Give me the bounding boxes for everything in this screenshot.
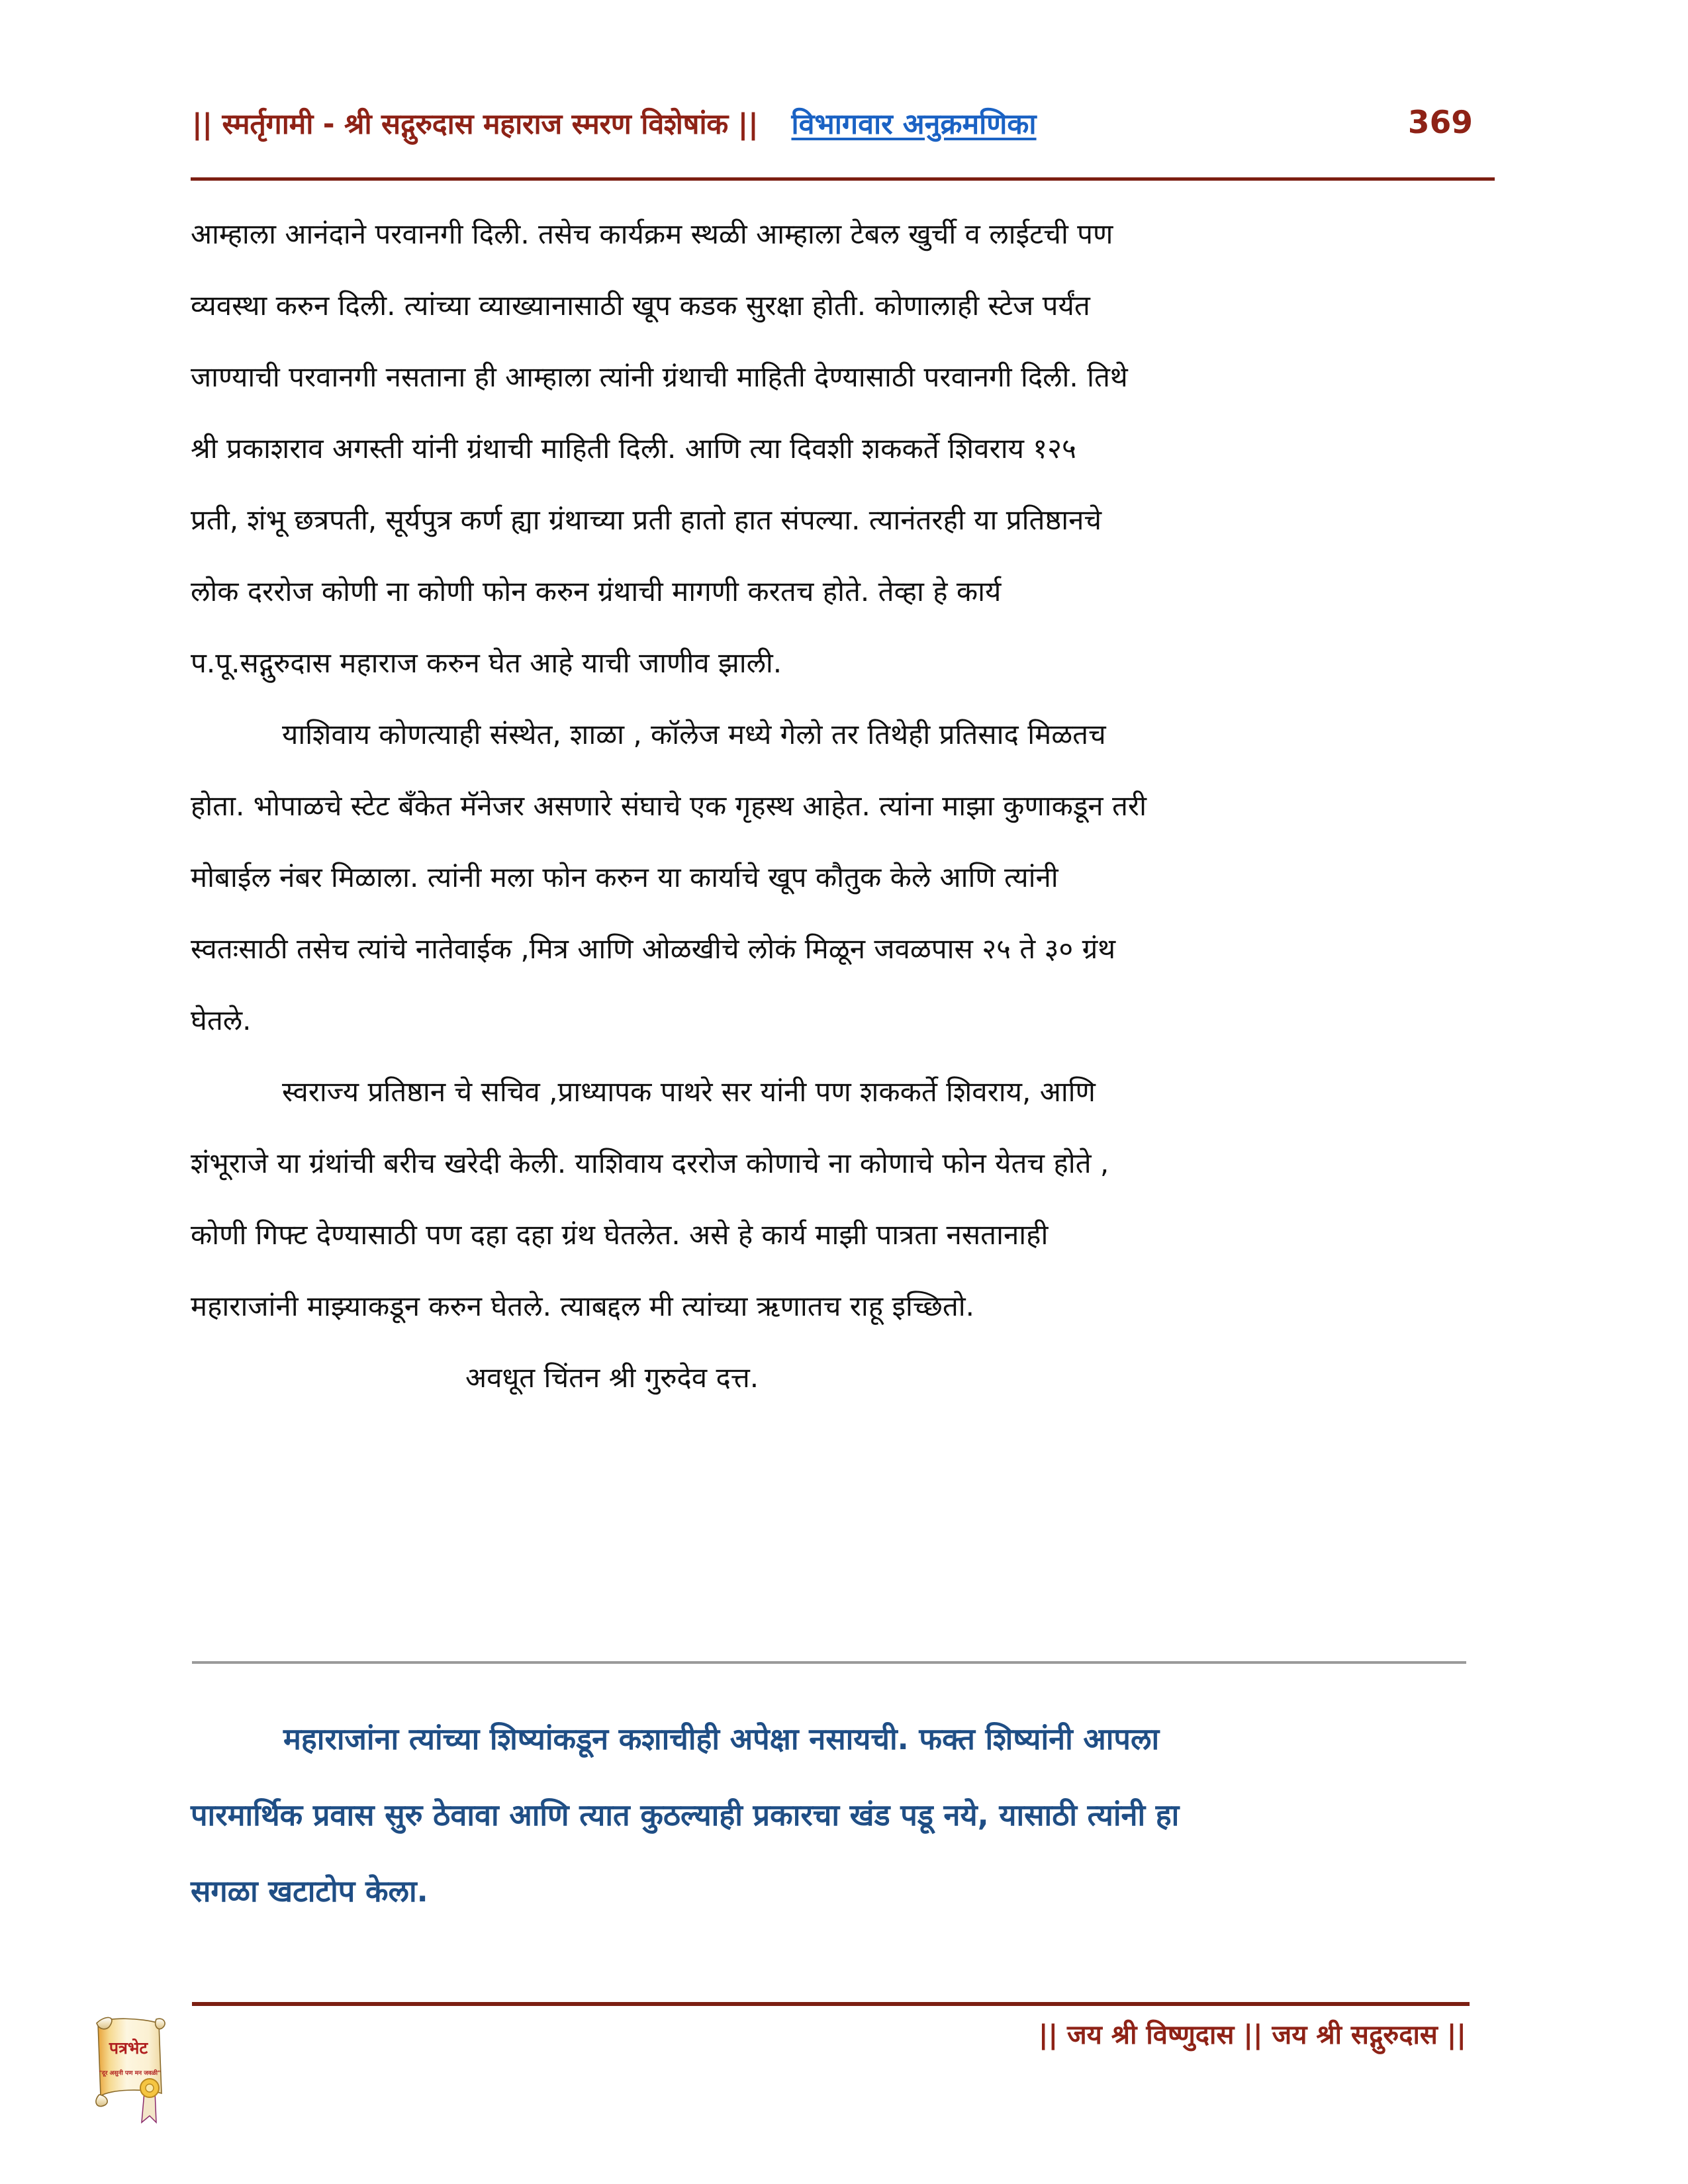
- patrabhet-scroll-logo: [78, 2009, 174, 2131]
- footer-divider: [192, 2002, 1470, 2006]
- footer-text: || जय श्री विष्णुदास || जय श्री सद्गुरुदास ||: [1038, 2020, 1466, 2050]
- paragraph-line: लोक दररोज कोणी ना कोणी फोन करुन ग्रंथाची मागणी करतच होते. तेव्हा हे कार्य: [191, 575, 1002, 608]
- svg-text:पत्रभेट: पत्रभेट: [109, 2038, 148, 2058]
- highlight-line: पारमार्थिक प्रवास सुरु ठेवावा आणि त्यात कुठल्याही प्रकारचा खंड पडू नये, यासाठी त्यांनी हा: [191, 1797, 1180, 1833]
- header-divider: [191, 177, 1495, 181]
- svg-text:"दूर असुनी पण मन जवळी": "दूर असुनी पण मन जवळी": [99, 2070, 161, 2077]
- paragraph-line: व्यवस्था करुन दिली. त्यांच्या व्याख्यानासाठी खूप कडक सुरक्षा होती. कोणालाही स्टेज पर्यंत: [191, 289, 1090, 322]
- paragraph-line: जाण्याची परवानगी नसताना ही आम्हाला त्यांनी ग्रंथाची माहिती देण्यासाठी परवानगी दिली. तिथे: [191, 361, 1128, 393]
- paragraph-line: शंभूराजे या ग्रंथांची बरीच खरेदी केली. याशिवाय दररोज कोणाचे ना कोणाचे फोन येतच होते ,: [191, 1147, 1109, 1179]
- paragraph-line: प.पू.सद्गुरुदास महाराज करुन घेत आहे याची जाणीव झाली.: [191, 647, 782, 679]
- paragraph-line: कोणी गिफ्ट देण्यासाठी पण दहा दहा ग्रंथ घेतलेत. असे हे कार्य माझी पात्रता नसतानाही: [191, 1218, 1049, 1251]
- paragraph-line: स्वतःसाठी तसेच त्यांचे नातेवाईक ,मित्र आणि ओळखीचे लोकं मिळून जवळपास २५ ते ३० ग्रंथ: [191, 933, 1116, 965]
- paragraph-line: होता. भोपाळचे स्टेट बँकेत मॅनेजर असणारे संघाचे एक गृहस्थ आहेत. त्यांना माझा कुणाकडून तरी: [191, 790, 1147, 822]
- paragraph-line: मोबाईल नंबर मिळाला. त्यांनी मला फोन करुन या कार्याचे खूप कौतुक केले आणि त्यांनी: [191, 861, 1058, 893]
- page-number: 369: [1407, 104, 1473, 141]
- paragraph-line: प्रती, शंभू छत्रपती, सूर्यपुत्र कर्ण ह्या ग्रंथाच्या प्रती हातो हात संपल्या. त्यानंतरही या प्रतिष्ठानचे: [191, 504, 1102, 536]
- paragraph-line: श्री प्रकाशराव अगस्ती यांनी ग्रंथाची माहिती दिली. आणि त्या दिवशी शककर्ते शिवराय १२५: [191, 432, 1076, 465]
- header-title: || स्मर्तृगामी - श्री सद्गुरुदास महाराज स्मरण विशेषांक ||: [192, 107, 759, 141]
- page-header: [192, 93, 1493, 152]
- section-divider: [192, 1661, 1466, 1664]
- paragraph-line: आम्हाला आनंदाने परवानगी दिली. तसेच कार्यक्रम स्थळी आम्हाला टेबल खुर्ची व लाईटची पण: [191, 218, 1113, 250]
- highlight-line: महाराजांना त्यांच्या शिष्यांकडून कशाचीही अपेक्षा नसायची. फक्त शिष्यांनी आपला: [283, 1721, 1160, 1756]
- body-content: [191, 199, 1498, 1414]
- paragraph-line: घेतले.: [191, 1004, 252, 1036]
- highlight-quote: [191, 1701, 1505, 1929]
- paragraph-line: स्वराज्य प्रतिष्ठान चे सचिव ,प्राध्यापक पाथरे सर यांनी पण शककर्ते शिवराय, आणि: [282, 1075, 1096, 1108]
- highlight-line: सगळा खटाटोप केला.: [191, 1874, 428, 1909]
- paragraph-line: महाराजांनी माझ्याकडून करुन घेतले. त्याबद्दल मी त्यांच्या ऋणातच राहू इच्छितो.: [191, 1290, 975, 1322]
- signature-line: अवधूत चिंतन श्री गुरुदेव दत्त.: [465, 1361, 759, 1394]
- paragraph-line: याशिवाय कोणत्याही संस्थेत, शाळा , कॉलेज मध्ये गेलो तर तिथेही प्रतिसाद मिळतच: [282, 718, 1106, 751]
- header-index-link[interactable]: विभागवार अनुक्रमणिका: [791, 107, 1037, 141]
